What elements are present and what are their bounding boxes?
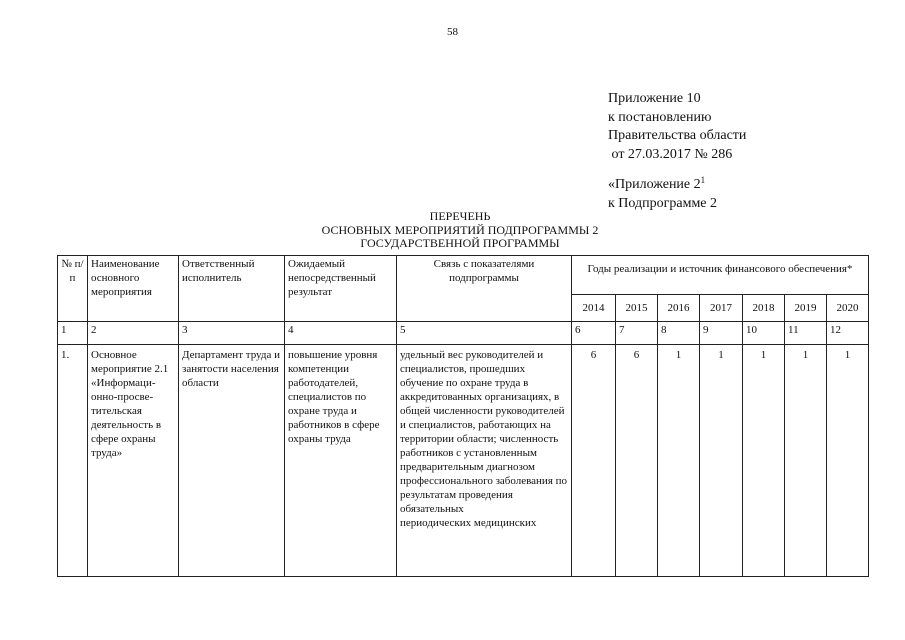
column-number: 6 bbox=[572, 322, 616, 345]
year-value: 1 bbox=[658, 345, 700, 577]
annex-line: Приложение 10 bbox=[608, 91, 701, 106]
year-cell: 2019 bbox=[785, 295, 827, 322]
year-cell: 2017 bbox=[700, 295, 743, 322]
subprogram-annex-header bbox=[608, 176, 717, 213]
year-value: 1 bbox=[700, 345, 743, 577]
column-number: 7 bbox=[616, 322, 658, 345]
column-number: 8 bbox=[658, 322, 700, 345]
column-number: 3 bbox=[179, 322, 285, 345]
expected-result: повышение уровня компетенции работодателей, специалистов по охране труда и работников в сфере охраны труда bbox=[285, 345, 397, 577]
column-number: 12 bbox=[827, 322, 869, 345]
executor: Департамент труда и занятости населения области bbox=[179, 345, 285, 577]
column-number: 9 bbox=[700, 322, 743, 345]
annex2-line bbox=[608, 176, 717, 195]
column-number: 10 bbox=[743, 322, 785, 345]
header-row bbox=[58, 256, 869, 295]
year-value: 1 bbox=[743, 345, 785, 577]
measures-table bbox=[57, 255, 869, 577]
page-number: 58 bbox=[447, 26, 458, 38]
year-value: 6 bbox=[616, 345, 658, 577]
year-cell: 2016 bbox=[658, 295, 700, 322]
column-number: 5 bbox=[397, 322, 572, 345]
column-number: 11 bbox=[785, 322, 827, 345]
annex-line: к постановлению bbox=[608, 109, 712, 125]
indicator-link-continued: периодических медицинских bbox=[400, 517, 537, 529]
column-number-row bbox=[58, 322, 869, 345]
year-value: 1 bbox=[785, 345, 827, 577]
column-number: 4 bbox=[285, 322, 397, 345]
row-num: 1. bbox=[58, 345, 88, 577]
header-name: Наименование основного мероприятия bbox=[88, 256, 179, 322]
year-cell: 2020 bbox=[827, 295, 869, 322]
indicator-link bbox=[397, 345, 572, 577]
annex2-line: к Подпрограмме 2 bbox=[608, 195, 718, 211]
title-line: ПЕРЕЧЕНЬ bbox=[429, 209, 491, 223]
title-line: ГОСУДАРСТВЕННОЙ ПРОГРАММЫ bbox=[360, 236, 560, 250]
year-cell: 2014 bbox=[572, 295, 616, 322]
header-link: Связь с показателями подпрограммы bbox=[397, 256, 572, 322]
year-value: 1 bbox=[827, 345, 869, 577]
header-num: № п/п bbox=[58, 256, 88, 322]
year-cell: 2018 bbox=[743, 295, 785, 322]
year-value: 6 bbox=[572, 345, 616, 577]
year-cell: 2015 bbox=[616, 295, 658, 322]
annex-date-line: от 27.03.2017 № 286 bbox=[608, 146, 733, 162]
table-row bbox=[58, 345, 869, 577]
annex-line: Правительства области bbox=[608, 128, 747, 143]
annex-header bbox=[608, 90, 746, 164]
header-years: Годы реализации и источник финансового обеспечения* bbox=[572, 256, 869, 295]
header-executor: Ответственный исполнитель bbox=[179, 256, 285, 322]
annex2-superscript: 1 bbox=[700, 175, 706, 185]
measure-name: Основное мероприятие 2.1 «Информаци-онно-просве-тительская деятельность в сфере охраны труда» bbox=[88, 345, 179, 577]
annex2-label: «Приложение 2 bbox=[608, 177, 701, 192]
column-number: 2 bbox=[88, 322, 179, 345]
document-title bbox=[260, 210, 660, 251]
indicator-link-text: удельный вес руководителей и специалистов, прошедших обучение по охране труда в аккредитованных организациях, в общей численности руководителей и специалистов, работающих на территории области; численность работников с установленным предварительным диагнозом профессионального заболевания по результатам проведения обязательных bbox=[400, 349, 568, 515]
column-number: 1 bbox=[58, 322, 88, 345]
header-result: Ожидаемый непосредственный результат bbox=[285, 256, 397, 322]
title-line: ОСНОВНЫХ МЕРОПРИЯТИЙ ПОДПРОГРАММЫ 2 bbox=[321, 222, 599, 237]
